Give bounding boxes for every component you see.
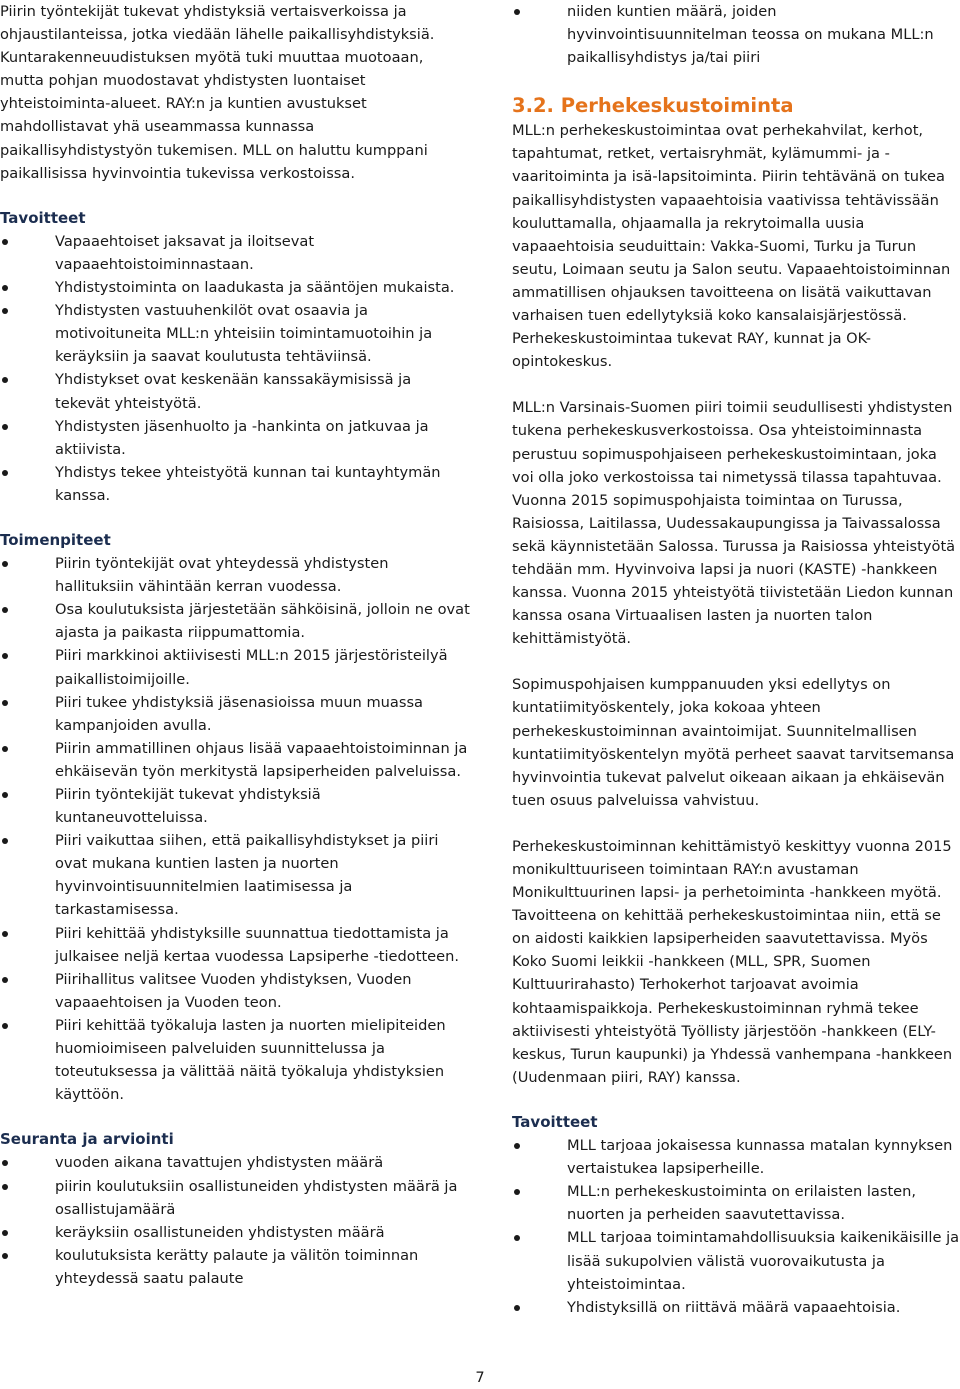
bullet-icon — [2, 977, 8, 983]
bullet-icon — [514, 1235, 520, 1241]
paragraph: Perhekeskustoiminnan kehittämistyö keskittyy vuonna 2015 monikulttuuriseen toimintaan RAY:n avustaman Monikulttuurinen lapsi- ja perhetoiminta -hankkeen myötä. Tavoitteena on kehittää perhekeskustoimintaa niin, että se on aidosti kaikkien lapsiperheiden saavutettavissa. Myös Koko Suomi leikkii -hankkeen (MLL, SPR, Suomen Kulttuurirahasto) Terhokerhot tarjoavat avoimia kohtaamispaikkoja. Perhekeskustoiminnan ryhmä tekee aktiivisesti yhteistyötä Työllisty järjestöön -hankkeen (ELY-keskus, Turun kaupunki) ja Yhdessä vanhempana -hankkeen (Uudenmaan piiri, RAY) kanssa. — [512, 837, 953, 1086]
bullet-icon — [2, 700, 8, 706]
list-item: MLL tarjoaa jokaisessa kunnassa matalan kynnyksen vertaistukea lapsiperheille. — [512, 1134, 960, 1180]
bullet-icon — [514, 1305, 520, 1311]
tavoitteet-heading: Tavoitteet — [0, 208, 86, 227]
bullet-icon — [2, 607, 8, 613]
seuranta-list — [0, 1151, 470, 1290]
list-item: niiden kuntien määrä, joiden hyvinvointisuunnitelman teossa on mukana MLL:n paikallisyhdistys ja/tai piiri — [512, 0, 960, 69]
left-column — [0, 0, 470, 1290]
bullet-icon — [514, 1143, 520, 1149]
list-item: Yhdistystoiminta on laadukasta ja sääntöjen mukaista. — [0, 276, 470, 299]
list-item: Yhdistyksillä on riittävä määrä vapaaehtoisia. — [512, 1296, 960, 1319]
bullet-icon — [2, 746, 8, 752]
list-item: Yhdistys tekee yhteistyötä kunnan tai kuntayhtymän kanssa. — [0, 461, 470, 507]
list-item: Piiri vaikuttaa siihen, että paikallisyhdistykset ja piiri ovat mukana kuntien lasten ja nuorten hyvinvointisuunnitelmien laatimisessa ja tarkastamisessa. — [0, 829, 470, 921]
list-item: koulutuksista kerätty palaute ja välitön toiminnan yhteydessä saatu palaute — [0, 1244, 470, 1290]
paragraph: MLL:n perhekeskustoimintaa ovat perhekahvilat, kerhot, tapahtumat, retket, vertaisryhmät, kylämummi- ja -vaaritoiminta ja isä-lapsitoiminta. Piirin tehtävänä on tukea paikallisyhdistysten vapaaehtoisia vaativissa tehtävissään kouluttamalla, ohjaamalla ja rekrytoimalla uusia vapaaehtoisia seuduittain: Vakka-Suomi, Turku ja Turun seutu, Loimaan seutu ja Salon seutu. Vapaaehtoistoiminnan ammatillisen ohjauksen tavoitteena on lisätä vaikuttavan varhaisen tuen edellytyksiä koko kansalaisjärjestössä. Perhekeskustoimintaa tukevat RAY, kunnat ja OK-opintokeskus. — [512, 122, 951, 371]
list-item: Osa koulutuksista järjestetään sähköisinä, jolloin ne ovat ajasta ja paikasta riippumattomia. — [0, 598, 470, 644]
intro-paragraph: Piirin työntekijät tukevat yhdistyksiä vertaisverkoissa ja ohjaustilanteissa, jotka viedään lähelle paikallisyhdistyksiä. Kuntarakenneuudistuksen myötä tuki muuttaa muotoaan, mutta pohjan muodostavat yhdistysten luontaiset yhteistoiminta-alueet. RAY:n ja kuntien avustukset mahdollistavat yhä useammassa kunnassa paikallisyhdistystyön tukemisen. MLL on haluttu kumppani paikallisissa hyvinvointia tukevissa verkostoissa. — [0, 3, 435, 182]
bullet-icon — [2, 308, 8, 314]
bullet-icon — [2, 792, 8, 798]
list-item: Piirin työntekijät tukevat yhdistyksiä kuntaneuvotteluissa. — [0, 783, 470, 829]
tavoitteet-heading: Tavoitteet — [512, 1112, 598, 1131]
bullet-icon — [2, 931, 8, 937]
page-number: 7 — [475, 1369, 485, 1386]
seuranta-heading: Seuranta ja arviointi — [0, 1130, 174, 1149]
list-item: Yhdistysten jäsenhuolto ja -hankinta on jatkuvaa ja aktiivista. — [0, 415, 470, 461]
list-item: Piirin työntekijät ovat yhteydessä yhdistysten hallituksiin vähintään kerran vuodessa. — [0, 552, 470, 598]
top-continued-list — [512, 0, 960, 69]
list-item: vuoden aikana tavattujen yhdistysten määrä — [0, 1151, 470, 1174]
bullet-icon — [2, 1184, 8, 1190]
bullet-icon — [2, 239, 8, 245]
list-item: keräyksiin osallistuneiden yhdistysten määrä — [0, 1221, 470, 1244]
list-item: Piiri kehittää yhdistyksille suunnattua tiedottamista ja julkaisee neljä kertaa vuodessa Lapsiperhe -tiedotteen. — [0, 922, 470, 968]
tavoitteet-list — [0, 230, 470, 507]
paragraph: MLL:n Varsinais-Suomen piiri toimii seudullisesti yhdistysten tukena perhekeskusverkostoissa. Osa yhteistoiminnasta perustuu sopimuspohjaiseen perhekeskustoimintaan, joka voi olla joko verkostoissa tai nimetyssä tilassa tapahtuvaa. Vuonna 2015 sopimuspohjaista toimintaa on Turussa, Raisiossa, Laitilassa, Uudessakaupungissa ja Taivassalossa sekä käynnistetään Salossa. Turussa ja Raisiossa yhteistyötä tehdään mm. Hyvinvoiva lapsi ja nuori (KASTE) -hankkeen kanssa. Vuonna 2015 yhteistyötä tiivistetään Liedon kunnan kanssa osana Virtuaalisen lasten ja nuorten talon kehittämistyötä. — [512, 399, 956, 648]
bullet-icon — [514, 1189, 520, 1195]
list-item: Piiri tukee yhdistyksiä jäsenasioissa muun muassa kampanjoiden avulla. — [0, 691, 470, 737]
bullet-icon — [2, 1023, 8, 1029]
paragraph: Sopimuspohjaisen kumppanuuden yksi edellytys on kuntatiimityöskentely, joka kokoaa yhteen perhekeskustoiminnan avaintoimijat. Suunnitelmallisen kuntatiimityöskentelyn myötä perheet saavat tarvitsemansa hyvinvointia tukevat palvelut oikeaan aikaan ja ehkäisevän tuen osuus palveluissa vahvistuu. — [512, 676, 955, 809]
list-item: Vapaaehtoiset jaksavat ja iloitsevat vapaaehtoistoiminnastaan. — [0, 230, 470, 276]
list-item: piirin koulutuksiin osallistuneiden yhdistysten määrä ja osallistujamäärä — [0, 1175, 470, 1221]
bullet-icon — [2, 1230, 8, 1236]
list-item: MLL:n perhekeskustoiminta on erilaisten lasten, nuorten ja perheiden saavutettavissa. — [512, 1180, 960, 1226]
section-title: 3.2. Perhekeskustoiminta — [512, 94, 794, 118]
right-column — [512, 0, 960, 1319]
list-item: Yhdistysten vastuuhenkilöt ovat osaavia ja motivoituneita MLL:n yhteisiin toimintamuotoihin ja keräyksiin ja saavat koulutusta tehtäviinsä. — [0, 299, 470, 368]
list-item: Yhdistykset ovat keskenään kanssakäymisissä ja tekevät yhteistyötä. — [0, 368, 470, 414]
bullet-icon — [2, 561, 8, 567]
bullet-icon — [2, 1253, 8, 1259]
bullet-icon — [2, 838, 8, 844]
list-item: MLL tarjoaa toimintamahdollisuuksia kaikenikäisille ja lisää sukupolvien välistä vuorovaikutusta ja yhteistoimintaa. — [512, 1226, 960, 1295]
list-item: Piiri kehittää työkaluja lasten ja nuorten mielipiteiden huomioimiseen palveluiden suunnittelussa ja toteutuksessa ja välittää näitä työkaluja yhdistyksien käyttöön. — [0, 1014, 470, 1106]
list-item: Piirihallitus valitsee Vuoden yhdistyksen, Vuoden vapaaehtoisen ja Vuoden teon. — [0, 968, 470, 1014]
bullet-icon — [2, 285, 8, 291]
toimenpiteet-list — [0, 552, 470, 1106]
bullet-icon — [514, 9, 520, 15]
bullet-icon — [2, 377, 8, 383]
bullet-icon — [2, 470, 8, 476]
bullet-icon — [2, 653, 8, 659]
bullet-icon — [2, 424, 8, 430]
tavoitteet-list — [512, 1134, 960, 1319]
list-item: Piiri markkinoi aktiivisesti MLL:n 2015 järjestöristeilyä paikallistoimijoille. — [0, 644, 470, 690]
list-item: Piirin ammatillinen ohjaus lisää vapaaehtoistoiminnan ja ehkäisevän työn merkitystä lapsiperheiden palveluissa. — [0, 737, 470, 783]
toimenpiteet-heading: Toimenpiteet — [0, 530, 111, 549]
bullet-icon — [2, 1160, 8, 1166]
